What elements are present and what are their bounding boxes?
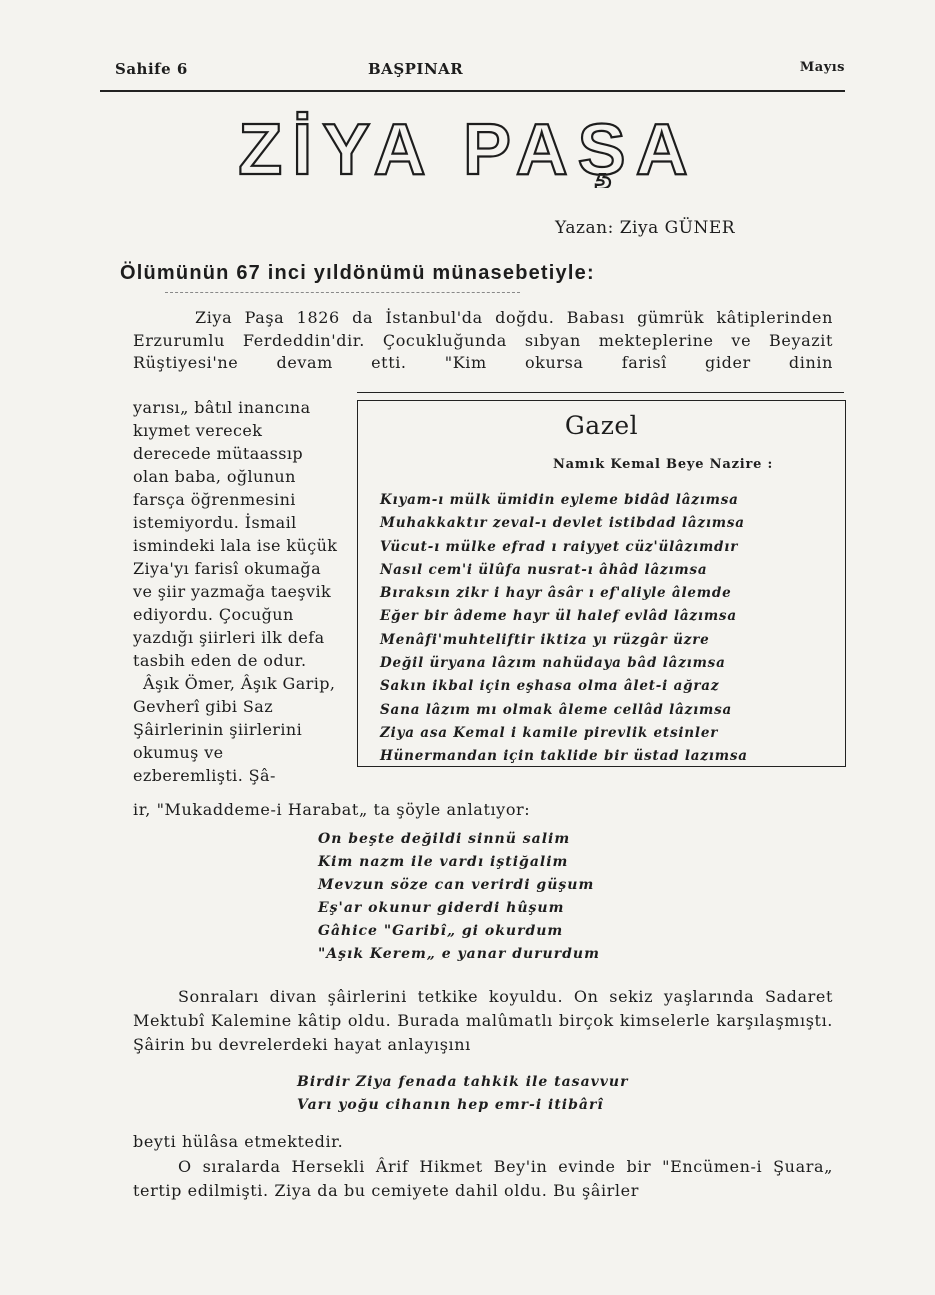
gazel-subtitle: Namık Kemal Beye Nazire : (553, 457, 774, 472)
gazel-line: Sana lâzım mı olmak âleme cellâd lâzımsa (380, 701, 733, 718)
gazel-line: Muhakkaktır zeval-ı devlet istibdad lâzımsa (380, 515, 745, 532)
paragraph-2: yarısı„ bâtıl inancına kıymet verecek derecede mütaassıp olan baba, oğlunun farsça öğrenmesini istemiyordu. İsmail ismindeki lala ise küçük Ziya'yı farisî okumağa ve şiir yazmağa taeşvik ediyordu. Çocuğun yazdığı şiirleri ilk defa tasbih eden de odur. (133, 398, 338, 670)
article-title-graphic (148, 108, 788, 188)
poem-line: On beşte değildi sinnü salim (318, 831, 571, 847)
gazel-verses (380, 489, 835, 769)
gazel-box (357, 400, 846, 767)
gazel-line: Bıraksın zikr i hayr âsâr ı ef'aliyle âlemde (380, 585, 732, 602)
gazel-line: Nasıl cem'i ülûfa nusrat-ı âhâd lâzımsa (380, 561, 708, 578)
issue-month: Mayıs (799, 60, 845, 75)
gazel-box-top-rule (357, 392, 844, 393)
poem-line: Birdir Ziya fenada tahkik ile tasavvur (297, 1074, 629, 1090)
paragraph-6: O sıralarda Hersekli Ârif Hikmet Bey'in evinde bir "Encümen-i Şuara„ tertip edilmişti. Ziya da bu cemiyete dahil oldu. Bu şâirler (133, 1157, 833, 1200)
poem-line: Eş'ar okunur giderdi hûşum (318, 900, 565, 916)
narrow-column (133, 396, 338, 787)
paragraph-3-continued: ir, "Mukaddeme-i Harabat„ ta şöyle anlatıyor: (133, 800, 531, 819)
poem-line: "Aşık Kerem„ e yanar dururdum (318, 946, 600, 962)
author-byline: Yazan: Ziya GÜNER (555, 218, 736, 238)
gazel-line: Vücut-ı mülke efrad ı raiyyet cüz'ülâzımdır (380, 538, 739, 555)
gazel-line: Eğer bir âdeme hayr ül halef evlâd lâzımsa (380, 608, 737, 625)
journal-name: BAŞPINAR (368, 60, 464, 78)
poem-line: Varı yoğu cihanın hep emr-i itibârî (297, 1097, 604, 1113)
running-header (100, 60, 845, 90)
page-label: Sahife 6 (115, 60, 188, 78)
gazel-line: Sakın ikbal için eşhasa olma âlet-i ağraz (380, 678, 720, 695)
gazel-line: Hünermandan için taklide bir üstad lazımsa (380, 748, 748, 765)
article-title (0, 108, 935, 188)
paragraph-4: Sonraları divan şâirlerini tetkike koyuldu. On sekiz yaşlarında Sadaret Mektubî Kalemine kâtip oldu. Burada malûmatlı birçok kimselerle karşılaşmıştı. Şâirin bu devrelerdeki hayat anlayışını (133, 987, 833, 1054)
occasion-underline (165, 292, 520, 293)
header-rule (100, 90, 845, 92)
gazel-line: Ziya asa Kemal i kamile pirevlik etsinler (380, 724, 719, 741)
poem-line: Gâhice "Garibî„ gi okurdum (318, 923, 564, 939)
gazel-line: Kıyam-ı mülk ümidin eyleme bidâd lâzımsa (380, 492, 739, 508)
poem-line: Mevzun söze can verirdi güşum (318, 877, 595, 893)
gazel-line: Menâfi'muhteliftir iktiza yı rüzgâr üzre (380, 631, 710, 648)
paragraph-5: beyti hülâsa etmektedir. (133, 1132, 344, 1151)
poem-beyit (297, 1071, 628, 1117)
article-title-text: ZİYA PAŞA (237, 110, 698, 188)
poem-line: Kim nazm ile vardı iştiğalim (318, 854, 569, 870)
poem-mukaddeme (318, 828, 600, 966)
paragraph-1: Ziya Paşa 1826 da İstanbul'da doğdu. Babası gümrük kâtiplerinden Erzurumlu Ferdeddin'dir. Çocukluğunda sıbyan mekteplerine ve Beyazit Rüştiyesi'ne devam etti. "Kim okursa farisî gider dinin (133, 308, 833, 372)
gazel-title: Gazel (564, 411, 639, 440)
gazel-line: Değil üryana lâzım nahüdaya bâd lâzımsa (380, 655, 726, 672)
occasion-heading: Ölümünün 67 inci yıldönümü münasebetiyle: (120, 262, 595, 284)
paragraph-3: Âşık Ömer, Âşık Garip, Gevherî gibi Saz Şâirlerinin şiirlerini okumuş ve ezberemlişti. Şâ- (133, 674, 336, 785)
